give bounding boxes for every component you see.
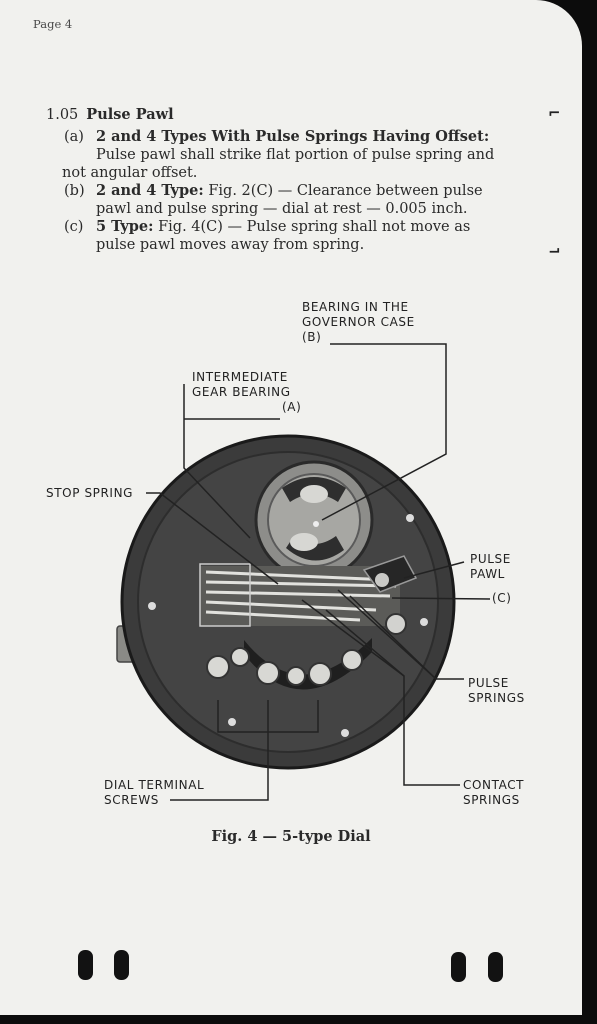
item-b-label: (b)	[64, 183, 85, 199]
figure-caption: Fig. 4 — 5-type Dial	[211, 828, 371, 845]
mounting-hole-left	[148, 602, 156, 610]
binder-hole-2	[114, 950, 129, 980]
callout-dial-terminal: DIAL TERMINAL SCREWS	[104, 778, 205, 807]
callout-c: (C)	[492, 591, 512, 605]
item-c	[46, 218, 566, 254]
item-b	[46, 182, 566, 218]
item-a-text-1: Pulse pawl shall strike flat portion of pulse spring and	[96, 147, 495, 163]
section-heading	[46, 106, 566, 124]
mounting-hole-bottom-left	[228, 718, 236, 726]
item-c-text-2: pulse pawl moves away from spring.	[96, 237, 365, 253]
item-a-label: (a)	[64, 129, 84, 145]
callout-pulse-pawl: PULSE PAWL	[470, 552, 511, 581]
mounting-hole-bottom	[341, 729, 349, 737]
binder-hole-4	[488, 952, 503, 982]
binder-hole-1	[78, 950, 93, 980]
callout-bearing-governor: BEARING IN THE GOVERNOR CASE (B)	[302, 300, 415, 344]
callout-contact-springs: CONTACT SPRINGS	[463, 778, 525, 807]
callout-intermediate-gear: INTERMEDIATE GEAR BEARING (A)	[192, 370, 302, 414]
governor-weight-bottom	[290, 533, 318, 551]
item-a-heading: 2 and 4 Types With Pulse Springs Having Offset:	[96, 128, 490, 145]
callout-pulse-springs: PULSE SPRINGS	[468, 676, 525, 705]
item-c-heading: 5 Type:	[96, 218, 154, 235]
item-b-heading: 2 and 4 Type:	[96, 182, 204, 199]
item-b-text-2: pawl and pulse spring — dial at rest — 0.005 inch.	[96, 201, 468, 217]
mounting-hole-right	[406, 514, 414, 522]
governor-weight-top	[300, 485, 328, 503]
section-1-05	[46, 106, 566, 254]
governor-bearing-b	[313, 521, 319, 527]
section-number: 1.05	[46, 107, 79, 123]
item-a-text-2: not angular offset.	[62, 165, 198, 181]
mounting-hole-right-low	[420, 618, 428, 626]
pulse-pawl	[375, 573, 389, 587]
item-c-text-1: Fig. 4(C) — Pulse spring shall not move as	[158, 219, 471, 235]
callout-stop-spring: STOP SPRING	[46, 486, 134, 500]
binder-hole-3	[451, 952, 466, 982]
section-title: Pulse Pawl	[86, 106, 174, 123]
revision-mark-top: ⌐	[548, 104, 561, 122]
spring-screw	[386, 614, 406, 634]
item-a	[46, 128, 566, 182]
dial-figure	[0, 280, 597, 840]
page-number: Page 4	[33, 17, 73, 31]
item-c-label: (c)	[64, 219, 84, 235]
revision-mark-bottom: ⌐	[548, 242, 561, 260]
item-b-text-1: Fig. 2(C) — Clearance between pulse	[208, 183, 483, 199]
